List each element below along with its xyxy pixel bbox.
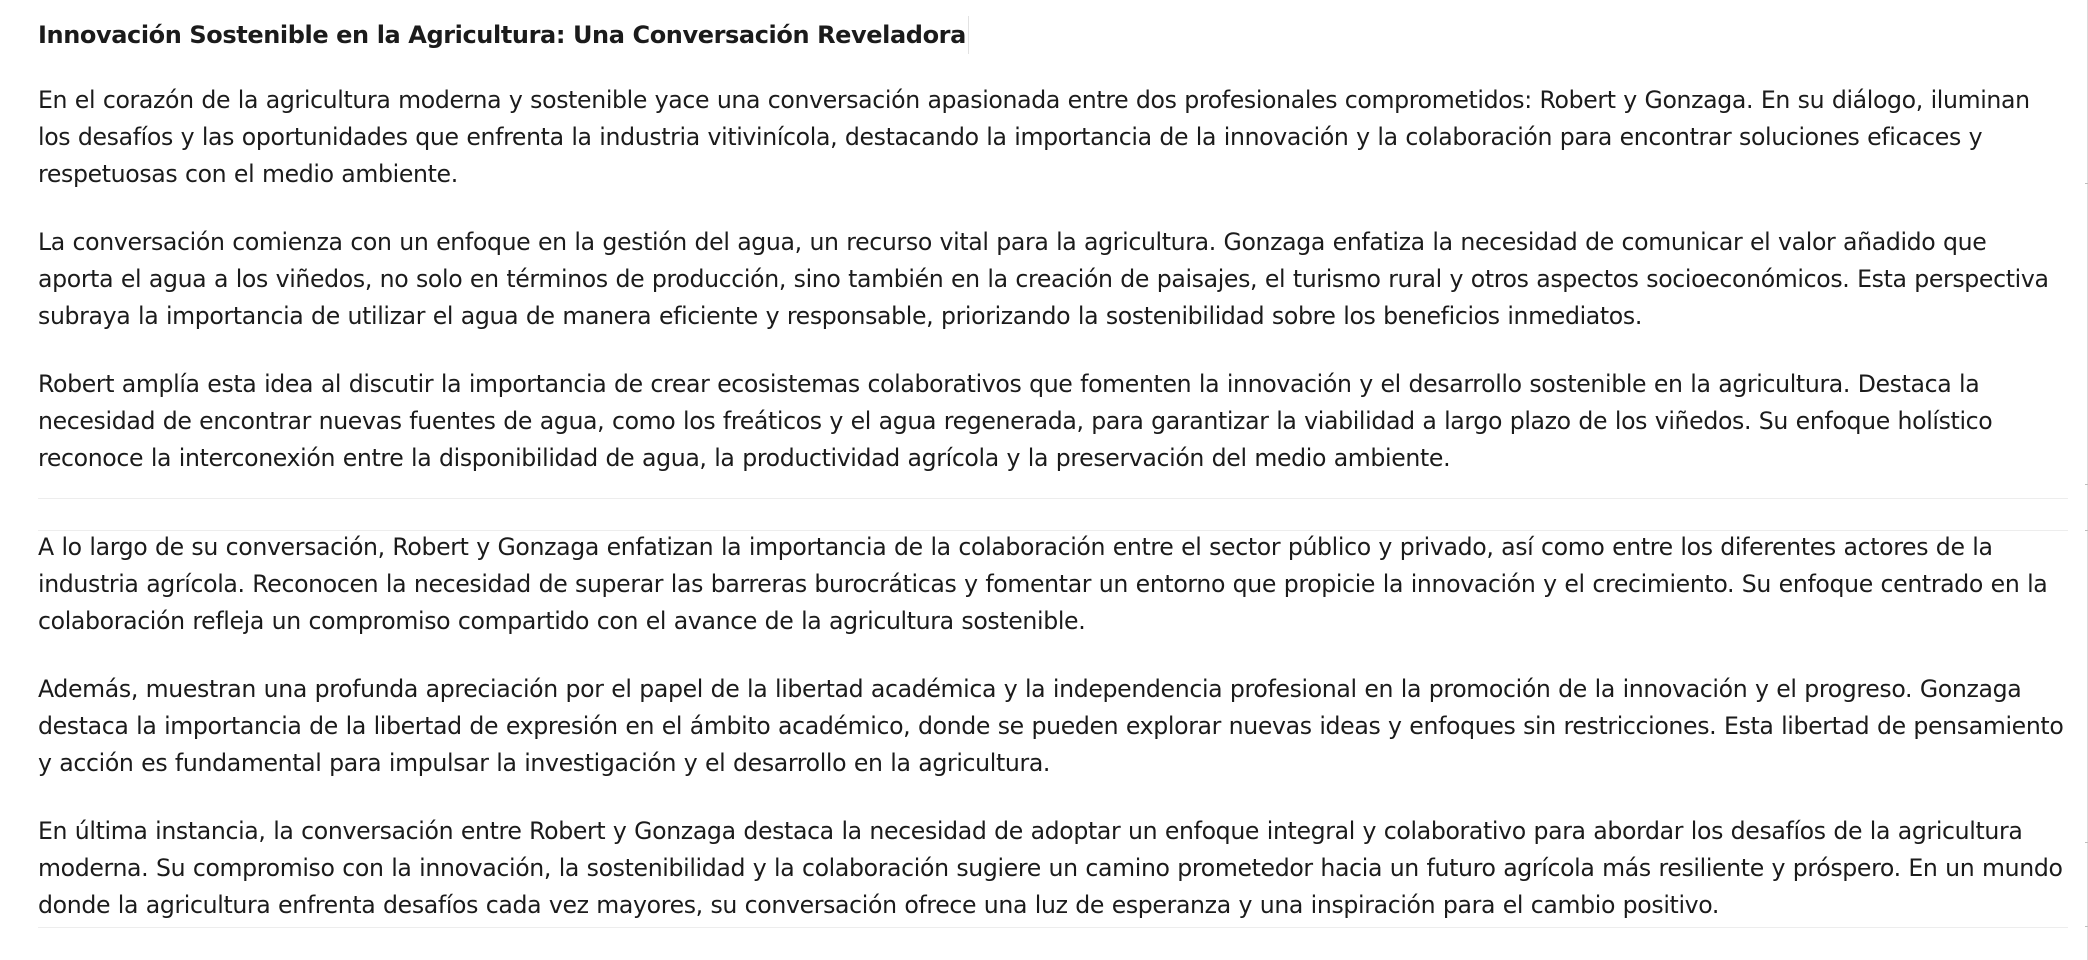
section-divider (38, 530, 2068, 531)
paragraph-3: Robert amplía esta idea al discutir la importancia de crear ecosistemas colaborativos que fomenten la innovación y el desarrollo sostenible en la agricultura. Destaca la necesidad de encontrar nuevas fuentes de agua, como los freáticos y el agua regenerada, para garantizar la viabilidad a largo plazo de los viñedos. Su enfoque holístico reconoce la interconexión entre la disponibilidad de agua, la productividad agrícola y la preservación del medio ambiente. (38, 370, 1993, 472)
paragraph-2: La conversación comienza con un enfoque en la gestión del agua, un recurso vital para la agricultura. Gonzaga enfatiza la necesidad de comunicar el valor añadido que aporta el agua a los viñedos, no solo en términos de producción, sino también en la creación de paisajes, el turismo rural y otros aspectos socioeconómicos. Esta perspectiva subraya la importancia de utilizar el agua de manera eficiente y responsable, priorizando la sostenibilidad sobre los beneficios inmediatos. (38, 228, 2049, 330)
paragraph-1: En el corazón de la agricultura moderna y sostenible yace una conversación apasionada entre dos profesionales comprometidos: Robert y Gonzaga. En su diálogo, iluminan los desafíos y las oportunidades que enfrenta la industria vitivinícola, destacando la importancia de la innovación y la colaboración para encontrar soluciones eficaces y respetuosas con el medio ambiente. (38, 86, 2030, 188)
document (38, 16, 2068, 924)
paragraph-5: Además, muestran una profunda apreciación por el papel de la libertad académica y la independencia profesional en la promoción de la innovación y el progreso. Gonzaga destaca la importancia de la libertad de expresión en el ámbito académico, donde se pueden explorar nuevas ideas y enfoques sin restricciones. Esta libertad de pensamiento y acción es fundamental para impulsar la investigación y el desarrollo en la agricultura. (38, 675, 2064, 777)
document-title: Innovación Sostenible en la Agricultura: Una Conversación Reveladora (38, 16, 969, 54)
section-divider (38, 927, 2068, 928)
paragraph-4: A lo largo de su conversación, Robert y Gonzaga enfatizan la importancia de la colaboración entre el sector público y privado, así como entre los diferentes actores de la industria agrícola. Reconocen la necesidad de superar las barreras burocráticas y fomentar un entorno que propicie la innovación y el crecimiento. Su enfoque centrado en la colaboración refleja un compromiso compartido con el avance de la agricultura sostenible. (38, 533, 2048, 635)
paragraph-6: En última instancia, la conversación entre Robert y Gonzaga destaca la necesidad de adoptar un enfoque integral y colaborativo para abordar los desafíos de la agricultura moderna. Su compromiso con la innovación, la sostenibilidad y la colaboración sugiere un camino prometedor hacia un futuro agrícola más resiliente y próspero. En un mundo donde la agricultura enfrenta desafíos cada vez mayores, su conversación ofrece una luz de esperanza y una inspiración para el cambio positivo. (38, 817, 2063, 919)
section-divider (38, 498, 2068, 499)
